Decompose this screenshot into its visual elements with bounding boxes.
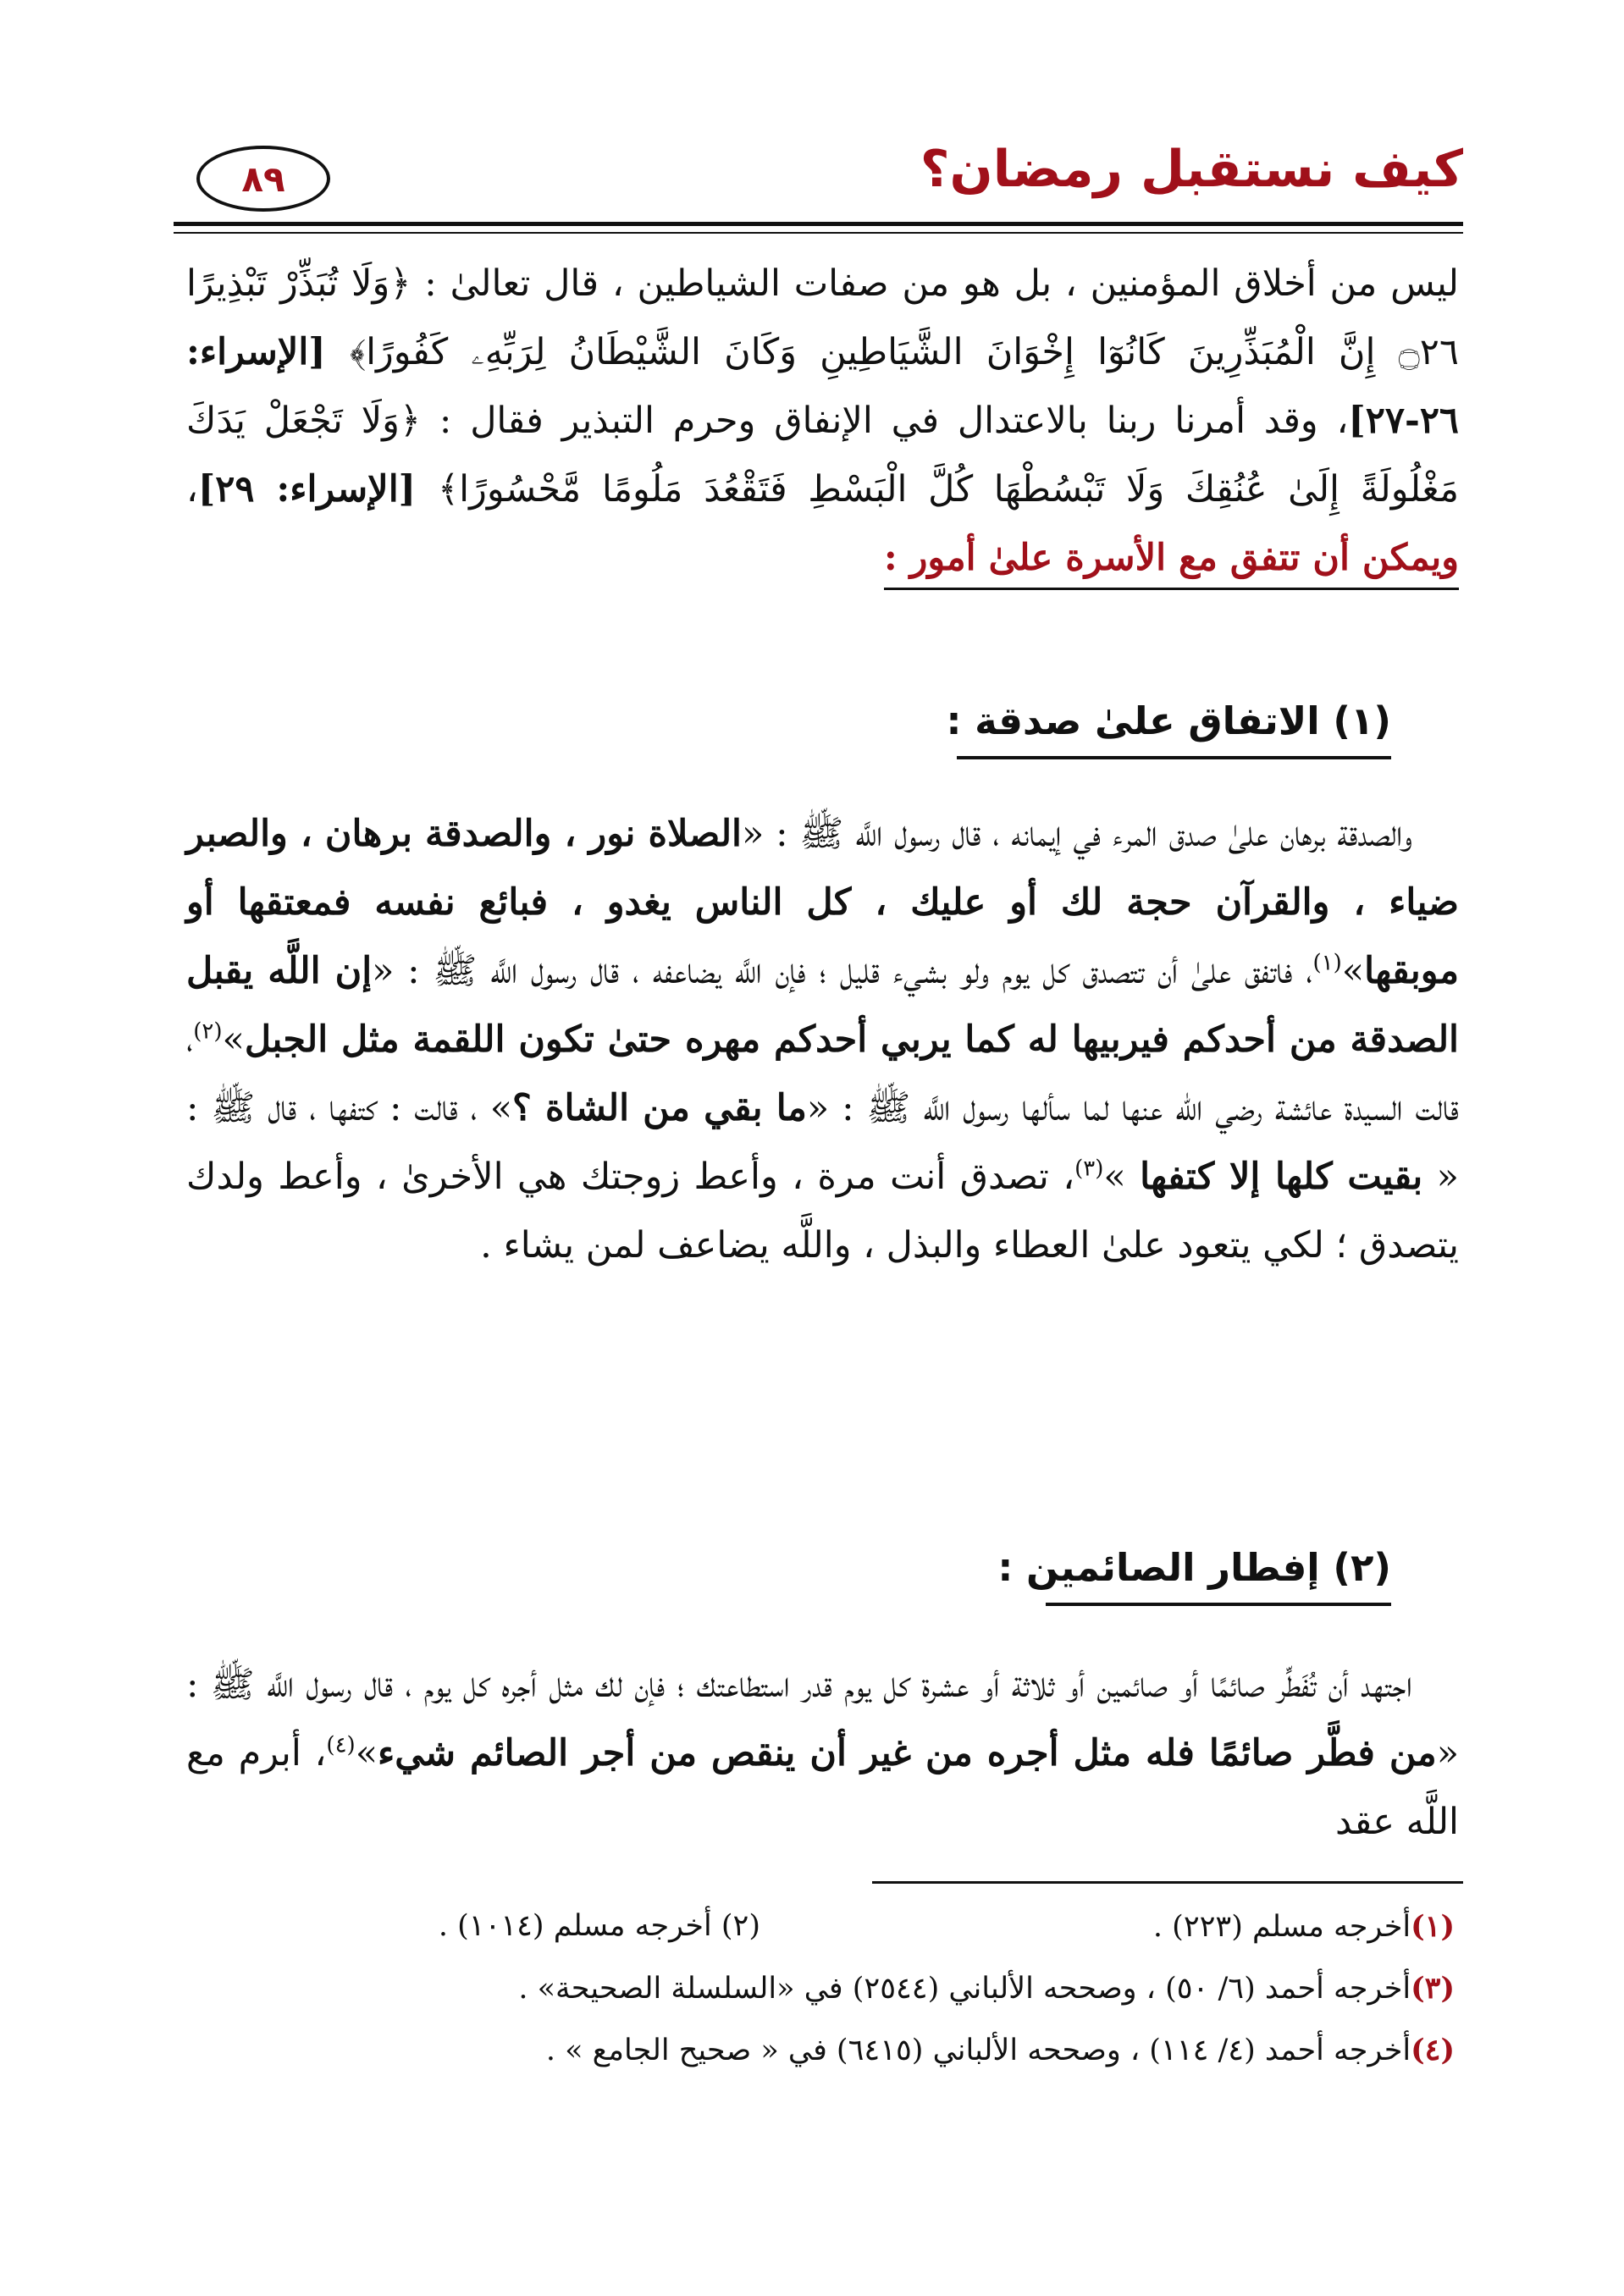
quran-verse-2: ﴿وَلَا تَجْعَلْ يَدَكَ مَغْلُولَةً إِلَىٰ عُنُقِكَ وَلَا تَبْسُطْهَا كُلَّ الْبَسْطِ فَتَقْعُدَ مَلُومًا مَّحْسُورًا﴾ [186,400,1459,511]
hadith-quote-3: ما بقي من الشاة ؟ [512,1087,807,1129]
footnote-4-number: (٤) [1411,2033,1455,2067]
footnote-4-text: أخرجه أحمد (٤/ ١١٤) ، وصححه الألباني (٦٤١٥) في « صحيح الجامع » . [545,2034,1411,2067]
footnote-4 [546,2033,1455,2067]
paragraph-iftar [186,1651,1459,1857]
header-rule-thick [174,222,1463,226]
quran-verse-1: ﴿وَلَا تُبَذِّرْ تَبْذِيرًا ۝٢٦ إِنَّ الْمُبَذِّرِينَ كَانُوٓا إِخْوَانَ الشَّيَاطِينِ وَكَانَ الشَّيْطَانُ لِرَبِّهِۦ كَفُورًا﴾ [186,262,1459,373]
charity-text-a: والصدقة برهان علىٰ صدق المرء في إيمانه ، قال رسول اللَّه ﷺ : « [742,813,1412,855]
footnote-3-number: (٣) [1411,1971,1455,2006]
iftar-text-a: اجتهد أن تُفَطِّر صائمًا أو صائمين أو ثلاثة أو عشرة كل يوم قدر استطاعتك ؛ فإن لك مثل أجره كل يوم ، قال رسول اللَّه ﷺ : « [186,1664,1459,1774]
footnote-1 [1153,1909,1455,1944]
footnote-ref-2[interactable]: (٢) [193,1018,223,1045]
header-rule-thin [174,232,1463,234]
page-title: كيف نستقبل رمضان؟ [920,140,1463,199]
iftar-text-d: ، أبرم مع اللَّه عقد [186,1732,1459,1843]
charity-text-g: ، قالت السيدة عائشة رضي الله عنها لما سألها رسول اللَّه ﷺ : « [186,1018,1459,1129]
section-heading-rule-1 [957,756,1391,759]
footnote-ref-4[interactable]: (٤) [326,1732,356,1758]
section-heading-rule-2 [1046,1603,1391,1606]
charity-text-l: ، تصدق أنت مرة ، وأعط زوجتك هي الأخرىٰ ، وأعط ولدك يتصدق ؛ لكي يتعود علىٰ العطاء والبذل ، واللَّه يضاعف لمن يشاء . [186,1156,1459,1267]
verse-ref-1: [الإسراء: ٢٦-٢٧] [186,331,1460,442]
hadith-quote-2: إن اللَّه يقبل الصدقة من أحدكم فيربيها له كما يربي أحدكم مهره حتىٰ تكون اللقمة مثل الجبل [186,950,1459,1061]
charity-text-i: » ، قالت : كتفها ، قال ﷺ : « [186,1087,1459,1198]
verse-ref-2: [الإسراء: ٢٩] [197,468,438,511]
page-number-badge [196,146,330,212]
footnote-separator [872,1881,1463,1884]
quote-close-5: » [355,1732,378,1774]
quote-close-4: » [1103,1156,1141,1198]
footnote-1-text: أخرجه مسلم (٢٢٣) . [1152,1910,1411,1944]
footnote-ref-1[interactable]: (١) [1312,950,1342,976]
intro-text: ليس من أخلاق المؤمنين ، بل هو من صفات الشياطين ، قال تعالىٰ : [411,262,1459,305]
section-heading-iftar: (٢) إفطار الصائمين : [997,1545,1391,1590]
footnote-2 [439,1909,760,1943]
quote-close-1: » [1341,950,1365,992]
charity-text-d: ، فاتفق علىٰ أن تتصدق كل يوم ولو بشيء قليل ؛ فإن اللَّه يضاعفه ، قال رسول اللَّه ﷺ : « [372,950,1313,992]
footnote-3-text: أخرجه أحمد (٦/ ٥٠) ، وصححه الألباني (٢٥٤٤) في «السلسلة الصحيحة» . [518,1972,1411,2006]
footnote-3 [518,1971,1455,2006]
hadith-quote-1: الصلاة نور ، والصدقة برهان ، والصبر ضياء ، والقرآن حجة لك أو عليك ، كل الناس يغدو ، فبائع نفسه فمعتقها أو موبقها [186,813,1459,992]
intro-text-3: ، [186,468,198,511]
paragraph-intro [186,250,1459,593]
section-heading-charity: (١) الاتفاق علىٰ صدقة : [946,698,1391,743]
quote-close-2: » [222,1018,245,1061]
hadith-quote-4: بقيت كلها إلا كتفها [1140,1156,1423,1198]
paragraph-charity [186,800,1459,1280]
footnote-ref-3[interactable]: (٣) [1074,1156,1104,1182]
hadith-quote-5: من فطَّر صائمًا فله مثل أجره من غير أن ينقص من أجر الصائم شيء [378,1732,1437,1774]
footnote-1-number: (١) [1411,1909,1455,1944]
page-number: ٨٩ [241,157,285,200]
highlight-red-heading: ويمكن أن تتفق مع الأسرة علىٰ أمور : [884,537,1459,590]
intro-text-2: ، وقد أمرنا ربنا بالاعتدال في الإنفاق وحرم التبذير فقال : [421,400,1349,442]
footnote-2-text: (٢) أخرجه مسلم (١٠١٤) . [438,1909,760,1943]
